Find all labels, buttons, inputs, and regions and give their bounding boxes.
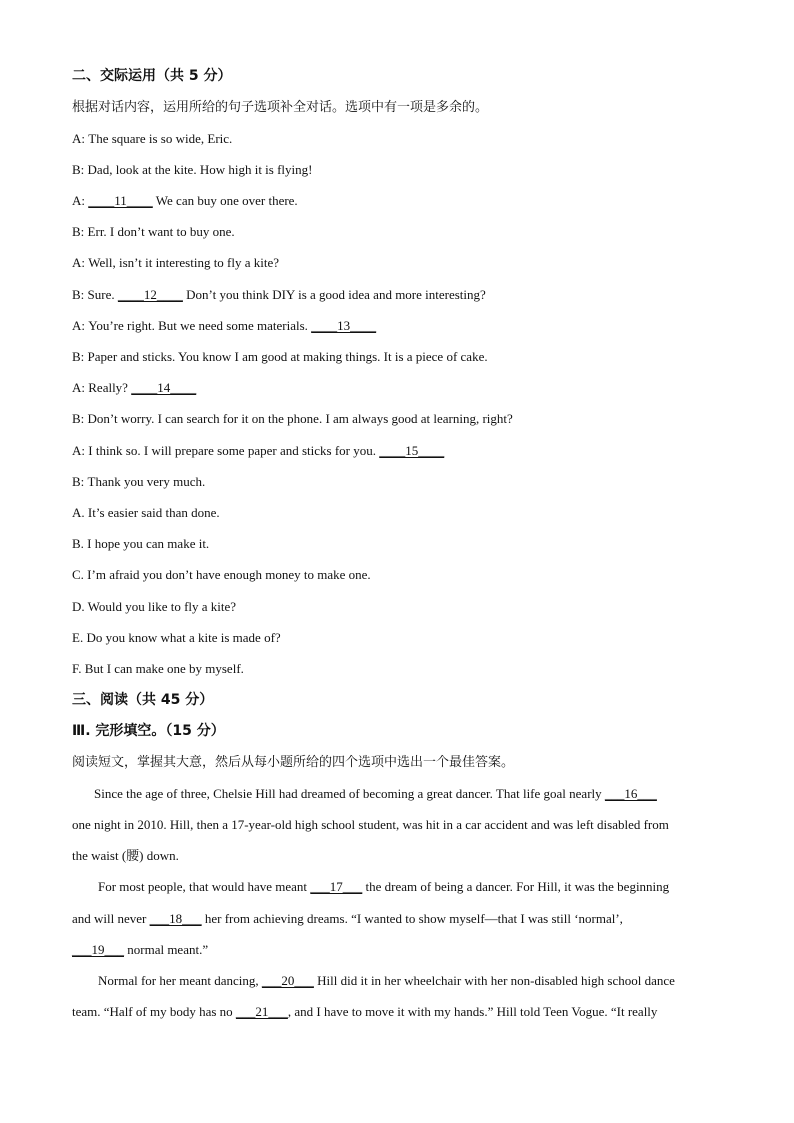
dialogue-text: Well, isn’t it interesting to fly a kite? <box>88 255 280 270</box>
dialogue-text: I think so. I will prepare some paper and sticks for you. <box>88 443 380 458</box>
dialogue-line <box>72 443 444 459</box>
answer-blank-17: ___17___ <box>310 879 363 894</box>
passage-line <box>98 973 675 989</box>
passage-line <box>98 879 669 895</box>
passage-text: her from achieving dreams. “I wanted to show myself—that I was still ‘normal’, <box>201 911 623 926</box>
dialogue-line <box>72 474 205 490</box>
option-c: C. I’m afraid you don’t have enough money to make one. <box>72 567 371 582</box>
passage-line: the waist (腰) down. <box>72 848 179 863</box>
dialogue-text: You’re right. But we need some materials. <box>88 318 312 333</box>
answer-blank-21: ___21___ <box>235 1004 288 1019</box>
dialogue-text: Don’t you think DIY is a good idea and more interesting? <box>182 287 486 302</box>
section3-instruction: 阅读短文，掌握其大意，然后从每小题所给的四个选项中选出一个最佳答案。 <box>72 755 515 770</box>
speaker: B: <box>72 162 85 177</box>
dialogue-text: Dad, look at the kite. How high it is flying! <box>87 162 313 177</box>
passage-text: Since the age of three, Chelsie Hill had dreamed of becoming a great dancer. That life goal nearly <box>94 786 605 801</box>
dialogue-text: Err. I don’t want to buy one. <box>87 224 235 239</box>
dialogue-line <box>72 287 486 303</box>
dialogue-line <box>72 349 488 365</box>
passage-line <box>72 942 208 958</box>
answer-blank-15: ____15____ <box>379 443 445 458</box>
passage-line <box>94 786 657 802</box>
passage-line <box>72 911 623 927</box>
speaker: B: <box>72 474 85 489</box>
answer-blank-11: ____11____ <box>88 193 153 208</box>
passage-text: For most people, that would have meant <box>98 879 311 894</box>
dialogue-text: The square is so wide, Eric. <box>88 131 233 146</box>
answer-blank-18: ___18___ <box>149 911 202 926</box>
dialogue-text: Thank you very much. <box>87 474 206 489</box>
dialogue-line <box>72 411 513 427</box>
passage-text: Hill did it in her wheelchair with her non-disabled high school dance <box>313 973 675 988</box>
passage-text: , and I have to move it with my hands.” Hill told Teen Vogue. “It really <box>287 1004 658 1019</box>
section2-instruction: 根据对话内容，运用所给的句子选项补全对话。选项中有一项是多余的。 <box>72 100 489 115</box>
passage-text: the dream of being a dancer. For Hill, it was the beginning <box>362 879 670 894</box>
passage-line: one night in 2010. Hill, then a 17-year-old high school student, was hit in a car accident and was left disabled from <box>72 817 669 832</box>
dialogue-text: We can buy one over there. <box>152 193 298 208</box>
speaker: A: <box>72 193 85 208</box>
dialogue-text: Sure. <box>87 287 118 302</box>
speaker: A: <box>72 443 85 458</box>
speaker: A: <box>72 255 85 270</box>
speaker: B: <box>72 224 85 239</box>
speaker: A: <box>72 131 85 146</box>
dialogue-text: Really? <box>88 380 132 395</box>
speaker: B: <box>72 349 85 364</box>
answer-blank-13: ____13____ <box>311 318 377 333</box>
dialogue-line <box>72 380 196 396</box>
speaker: B: <box>72 411 85 426</box>
passage-line <box>72 1004 657 1020</box>
option-b: B. I hope you can make it. <box>72 536 210 551</box>
dialogue-line <box>72 162 313 178</box>
dialogue-line <box>72 318 376 334</box>
dialogue-line <box>72 255 279 271</box>
option-d: D. Would you like to fly a kite? <box>72 599 237 614</box>
speaker: B: <box>72 287 85 302</box>
answer-blank-19: ___19___ <box>72 942 124 957</box>
answer-blank-20: ___20___ <box>261 973 314 988</box>
answer-blank-14: ____14____ <box>131 380 197 395</box>
option-f: F. But I can make one by myself. <box>72 661 244 676</box>
section3-heading: 三、阅读（共 45 分） <box>72 692 214 708</box>
answer-blank-12: ____12____ <box>117 287 183 302</box>
dialogue-line <box>72 131 232 147</box>
passage-text: and will never <box>72 911 150 926</box>
dialogue-line <box>72 193 298 209</box>
dialogue-line <box>72 224 235 240</box>
section2-heading: 二、交际运用（共 5 分） <box>72 68 232 84</box>
speaker: A: <box>72 318 85 333</box>
section3-subheading: Ⅲ. 完形填空。（15 分） <box>72 723 225 739</box>
option-e: E. Do you know what a kite is made of? <box>72 630 281 645</box>
passage-text: normal meant.” <box>124 942 209 957</box>
option-a: A. It’s easier said than done. <box>72 505 220 520</box>
speaker: A: <box>72 380 85 395</box>
passage-text: team. “Half of my body has no <box>72 1004 236 1019</box>
passage-text: Normal for her meant dancing, <box>98 973 262 988</box>
dialogue-text: Don’t worry. I can search for it on the phone. I am always good at learning, right? <box>87 411 513 426</box>
answer-blank-16: ___16___ <box>604 786 657 801</box>
dialogue-text: Paper and sticks. You know I am good at making things. It is a piece of cake. <box>87 349 488 364</box>
